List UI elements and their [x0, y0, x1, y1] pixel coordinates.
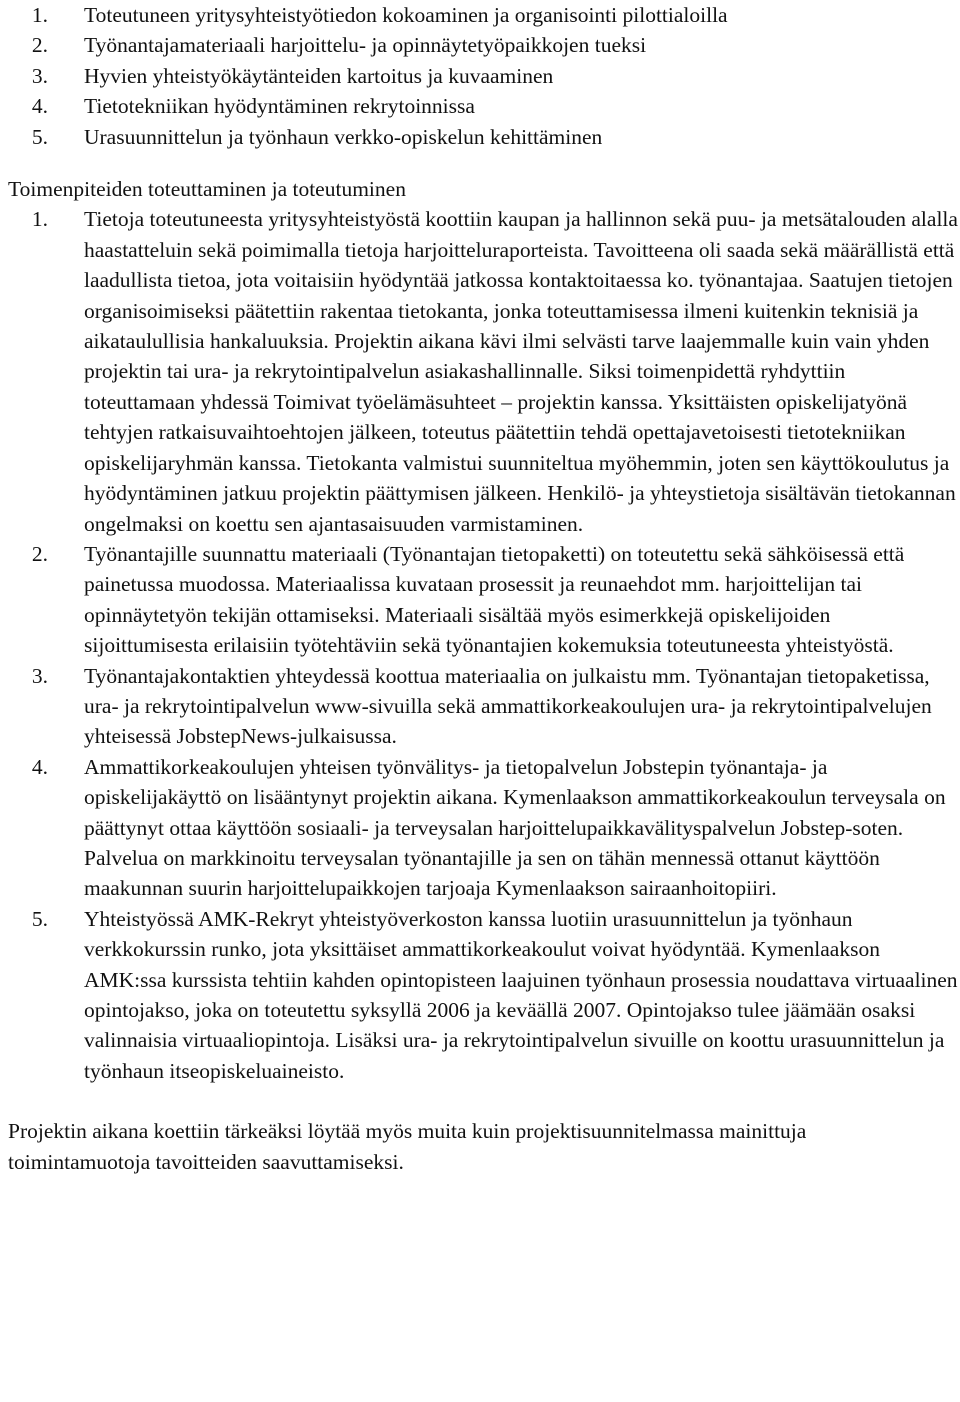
goals-list-item: [8, 61, 958, 91]
list-paragraph: Yhteistyössä AMK-Rekryt yhteistyöverkoston kanssa luotiin urasuunnittelun ja työnhaun verkkokurssin runko, jota yksittäiset ammattikorkeakoulut voivat hyödyntää. Kymenlaakson AMK:ssa kurssista tehtiin kahden opintopisteen laajuinen työnhaun prosessia noudattava virtuaalinen opintojakso, joka on toteutettu syksyllä 2006 ja keväällä 2007. Opintojakso tulee jäämään osaksi valinnaisia virtuaaliopintoja. Lisäksi ura- ja rekrytointipalvelun sivuille on koottu urasuunnittelun ja työnhaun itseopiskeluaineisto.: [84, 906, 958, 1083]
list-number: 5.: [31, 906, 48, 931]
list-paragraph: Työnantajakontaktien yhteydessä koottua materiaalia on julkaistu mm. Työnantajan tietopaketissa, ura- ja rekrytointipalvelun www-sivuilla sekä ammattikorkeakoulujen ura- ja rekrytointipalvelujen yhteisessä JobstepNews-julkaisussa.: [84, 663, 932, 749]
list-number: 2.: [31, 33, 48, 58]
actions-list-item: [8, 204, 958, 538]
list-number: 4.: [31, 94, 48, 119]
list-number: 5.: [31, 124, 48, 149]
list-number: 3.: [31, 663, 48, 688]
goals-list-item: [8, 122, 958, 152]
list-paragraph: Tietoja toteutuneesta yritysyhteistyöstä koottiin kaupan ja hallinnon sekä puu- ja metsätalouden alalla haastatteluin sekä poimimalla tietoja harjoitteluraporteista. Tavoitteena oli saada sekä määrällistä että laadullista tietoa, jota voitaisiin hyödyntää jatkossa kontaktoitaessa ko. työnantajaa. Saatujen tietojen organisoimiseksi päätettiin rakentaa tietokanta, jonka toteuttamisessa ilmeni kuitenkin teknisiä ja aikataulullisia hankaluuksia. Projektin aikana kävi ilmi selvästi tarve laajemmalle kuin vain yhden projektin tai ura- ja rekrytointipalvelun asiakashallinnalle. Siksi toimenpidettä ryhdyttiin toteuttamaan yhdessä Toimivat työelämäsuhteet – projektin kanssa. Yksittäisten opiskelijatyönä tehtyjen ratkaisuvaihtoehtojen jälkeen, toteutus päätettiin tehdä opettajavetoisesti tietotekniikan opiskelijaryhmän kanssa. Tietokanta valmistui suunniteltua myöhemmin, joten sen käyttökoulutus ja hyödyntäminen jatkuu projektin päättymisen jälkeen. Henkilö- ja yhteystietoja sisältävän tietokannan ongelmaksi on koettu sen ajantasaisuuden varmistaminen.: [84, 207, 958, 536]
actions-list: [8, 204, 958, 1086]
list-number: 3.: [31, 63, 48, 88]
section-heading: Toimenpiteiden toteuttaminen ja toteutuminen: [8, 177, 406, 202]
list-text: Toteutuneen yritysyhteistyötiedon kokoaminen ja organisointi pilottialoilla: [84, 3, 728, 27]
actions-list-item: [8, 661, 958, 752]
list-number: 1.: [31, 3, 48, 27]
closing-paragraph: Projektin aikana koettiin tärkeäksi löytää myös muita kuin projektisuunnitelmassa mainittuja toimintamuotoja tavoitteiden saavuttamiseksi.: [8, 1119, 807, 1174]
list-text: Hyvien yhteistyökäytänteiden kartoitus ja kuvaaminen: [84, 63, 554, 88]
actions-list-item: [8, 539, 958, 661]
list-number: 2.: [31, 541, 48, 566]
list-text: Tietotekniikan hyödyntäminen rekrytoinnissa: [84, 94, 475, 119]
actions-list-item: [8, 752, 958, 904]
list-number: 1.: [31, 207, 48, 232]
list-text: Työnantajamateriaali harjoittelu- ja opinnäytetyöpaikkojen tueksi: [84, 33, 647, 58]
actions-list-item: [8, 904, 958, 1086]
goals-list-item: [8, 0, 958, 30]
goals-list-item: [8, 91, 958, 121]
list-paragraph: Työnantajille suunnattu materiaali (Työnantajan tietopaketti) on toteutettu sekä sähköisessä että painetussa muodossa. Materiaalissa kuvataan prosessit ja reunaehdot mm. harjoittelijan tai opinnäytetyön tekijän ottamiseksi. Materiaali sisältää myös esimerkkejä opiskelijoiden sijoittumisesta erilaisiin työtehtäviin sekä työnantajien kokemuksia toteutuneesta yhteistyöstä.: [84, 541, 905, 658]
goals-list-item: [8, 30, 958, 60]
list-number: 4.: [31, 754, 48, 779]
list-text: Urasuunnittelun ja työnhaun verkko-opiskelun kehittäminen: [84, 124, 603, 149]
goals-list: [8, 0, 958, 152]
list-paragraph: Ammattikorkeakoulujen yhteisen työnvälitys- ja tietopalvelun Jobstepin työnantaja- ja opiskelijakäyttö on lisääntynyt projektin aikana. Kymenlaakson ammattikorkeakoulun terveysala on päättynyt ottaa käyttöön sosiaali- ja terveysalan harjoittelupaikkavälityspalvelun Jobstep-soten. Palvelua on markkinoitu terveysalan työnantajille ja sen on tähän mennessä ottanut käyttöön maakunnan suurin harjoittelupaikkojen tarjoaja Kymenlaakson sairaanhoitopiiri.: [84, 754, 946, 901]
